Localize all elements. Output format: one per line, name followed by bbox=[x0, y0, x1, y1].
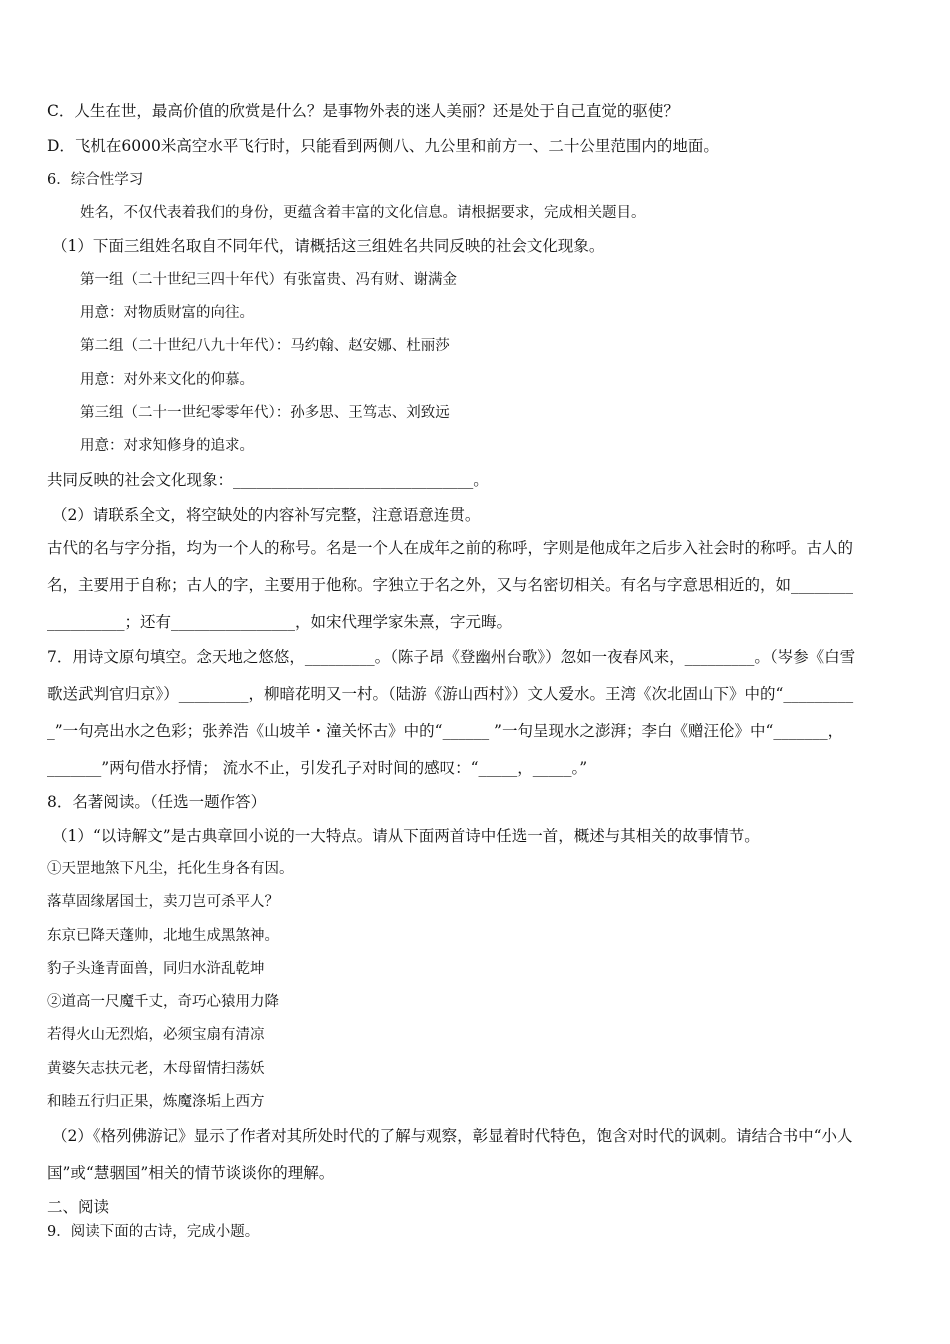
group-2: 第二组（二十世纪八九十年代）：马约翰、赵安娜、杜丽莎 bbox=[80, 338, 450, 354]
poem-1-line-1: ①天罡地煞下凡尘，托化生身各有因。 bbox=[47, 861, 294, 877]
question-7-line-4: _______”两句借水抒情； 流水不止，引发孔子对时间的感叹：“_____，_____。” bbox=[47, 759, 588, 777]
group-3-meaning: 用意：对求知修身的追求。 bbox=[80, 438, 254, 454]
passage-line-3: __________；还有________________，如宋代理学家朱熹，字元晦。 bbox=[47, 613, 513, 631]
question-8-title: 8．名著阅读。（任选一题作答） bbox=[47, 793, 267, 811]
question-6-intro: 姓名，不仅代表着我们的身份，更蕴含着丰富的文化信息。请根据要求，完成相关题目。 bbox=[80, 205, 646, 221]
group-2-meaning: 用意：对外来文化的仰慕。 bbox=[80, 372, 254, 388]
question-9: 9．阅读下面的古诗，完成小题。 bbox=[47, 1224, 260, 1240]
poem-2-line-1: ②道高一尺魔千丈，奇巧心猿用力降 bbox=[47, 994, 279, 1010]
option-c: C．人生在世，最高价值的欣赏是什么？是事物外表的迷人美丽？还是处于自己直觉的驱使？ bbox=[47, 102, 679, 120]
question-7-line-3: _”一句亮出水之色彩；张养浩《山坡羊・潼关怀古》中的“______ ”一句呈现水之澎湃；李白《赠汪伦》中“_______， bbox=[47, 722, 844, 740]
group-1-meaning: 用意：对物质财富的向往。 bbox=[80, 305, 254, 321]
group-3: 第三组（二十一世纪零零年代）：孙多思、王笃志、刘致远 bbox=[80, 405, 450, 421]
group-1: 第一组（二十世纪三四十年代）有张富贵、冯有财、谢满金 bbox=[80, 272, 457, 288]
poem-2-line-4: 和睦五行归正果，炼魔涤垢上西方 bbox=[47, 1094, 265, 1110]
poem-2-line-2: 若得火山无烈焰，必须宝扇有清凉 bbox=[47, 1027, 265, 1043]
question-6-part-1: （1）下面三组姓名取自不同年代，请概括这三组姓名共同反映的社会文化现象。 bbox=[52, 237, 605, 255]
question-8-part-2-line-1: （2）《格列佛游记》显示了作者对其所处时代的了解与观察，彰显着时代特色，饱含对时代的讽刺。请结合书中“小人 bbox=[52, 1127, 853, 1145]
poem-1-line-4: 豹子头逢青面兽，同归水浒乱乾坤 bbox=[47, 961, 265, 977]
option-d: D．飞机在6000米高空水平飞行时，只能看到两侧八、九公里和前方一、二十公里范围内的地面。 bbox=[47, 137, 719, 155]
question-8-part-1: （1）“以诗解文”是古典章回小说的一大特点。请从下面两首诗中任选一首，概述与其相关的故事情节。 bbox=[52, 827, 760, 845]
question-7-line-1: 7．用诗文原句填空。念天地之悠悠，_________。（陈子昂《登幽州台歌》）忽如一夜春风来，_________。（岑参《白雪 bbox=[47, 648, 856, 666]
question-6-part-2: （2）请联系全文，将空缺处的内容补写完整，注意语意连贯。 bbox=[52, 506, 481, 524]
passage-line-1: 古代的名与字分指，均为一个人的称号。名是一个人在成年之前的称呼，字则是他成年之后步入社会时的称呼。古人的 bbox=[47, 539, 854, 557]
question-6-title: 6．综合性学习 bbox=[47, 172, 144, 188]
poem-1-line-3: 东京已降天蓬帅，北地生成黑煞神。 bbox=[47, 928, 279, 944]
poem-2-line-3: 黄婆矢志扶元老，木母留情扫荡妖 bbox=[47, 1061, 265, 1077]
poem-1-line-2: 落草固缘屠国士，卖刀岂可杀平人？ bbox=[47, 894, 279, 910]
section-2-heading: 二、阅读 bbox=[47, 1198, 110, 1216]
question-8-part-2-line-2: 国”或“慧骃国”相关的情节谈谈你的理解。 bbox=[47, 1164, 335, 1182]
common-phenomenon-blank: 共同反映的社会文化现象：_______________________________。 bbox=[47, 471, 489, 489]
passage-line-2: 名，主要用于自称；古人的字，主要用于他称。字独立于名之外，又与名密切相关。有名与字意思相近的，如________ bbox=[47, 576, 854, 594]
question-7-line-2: 歌送武判官归京》）_________，柳暗花明又一村。（陆游《游山西村》）文人爱水。王湾《次北固山下》中的“_________ bbox=[47, 685, 854, 703]
